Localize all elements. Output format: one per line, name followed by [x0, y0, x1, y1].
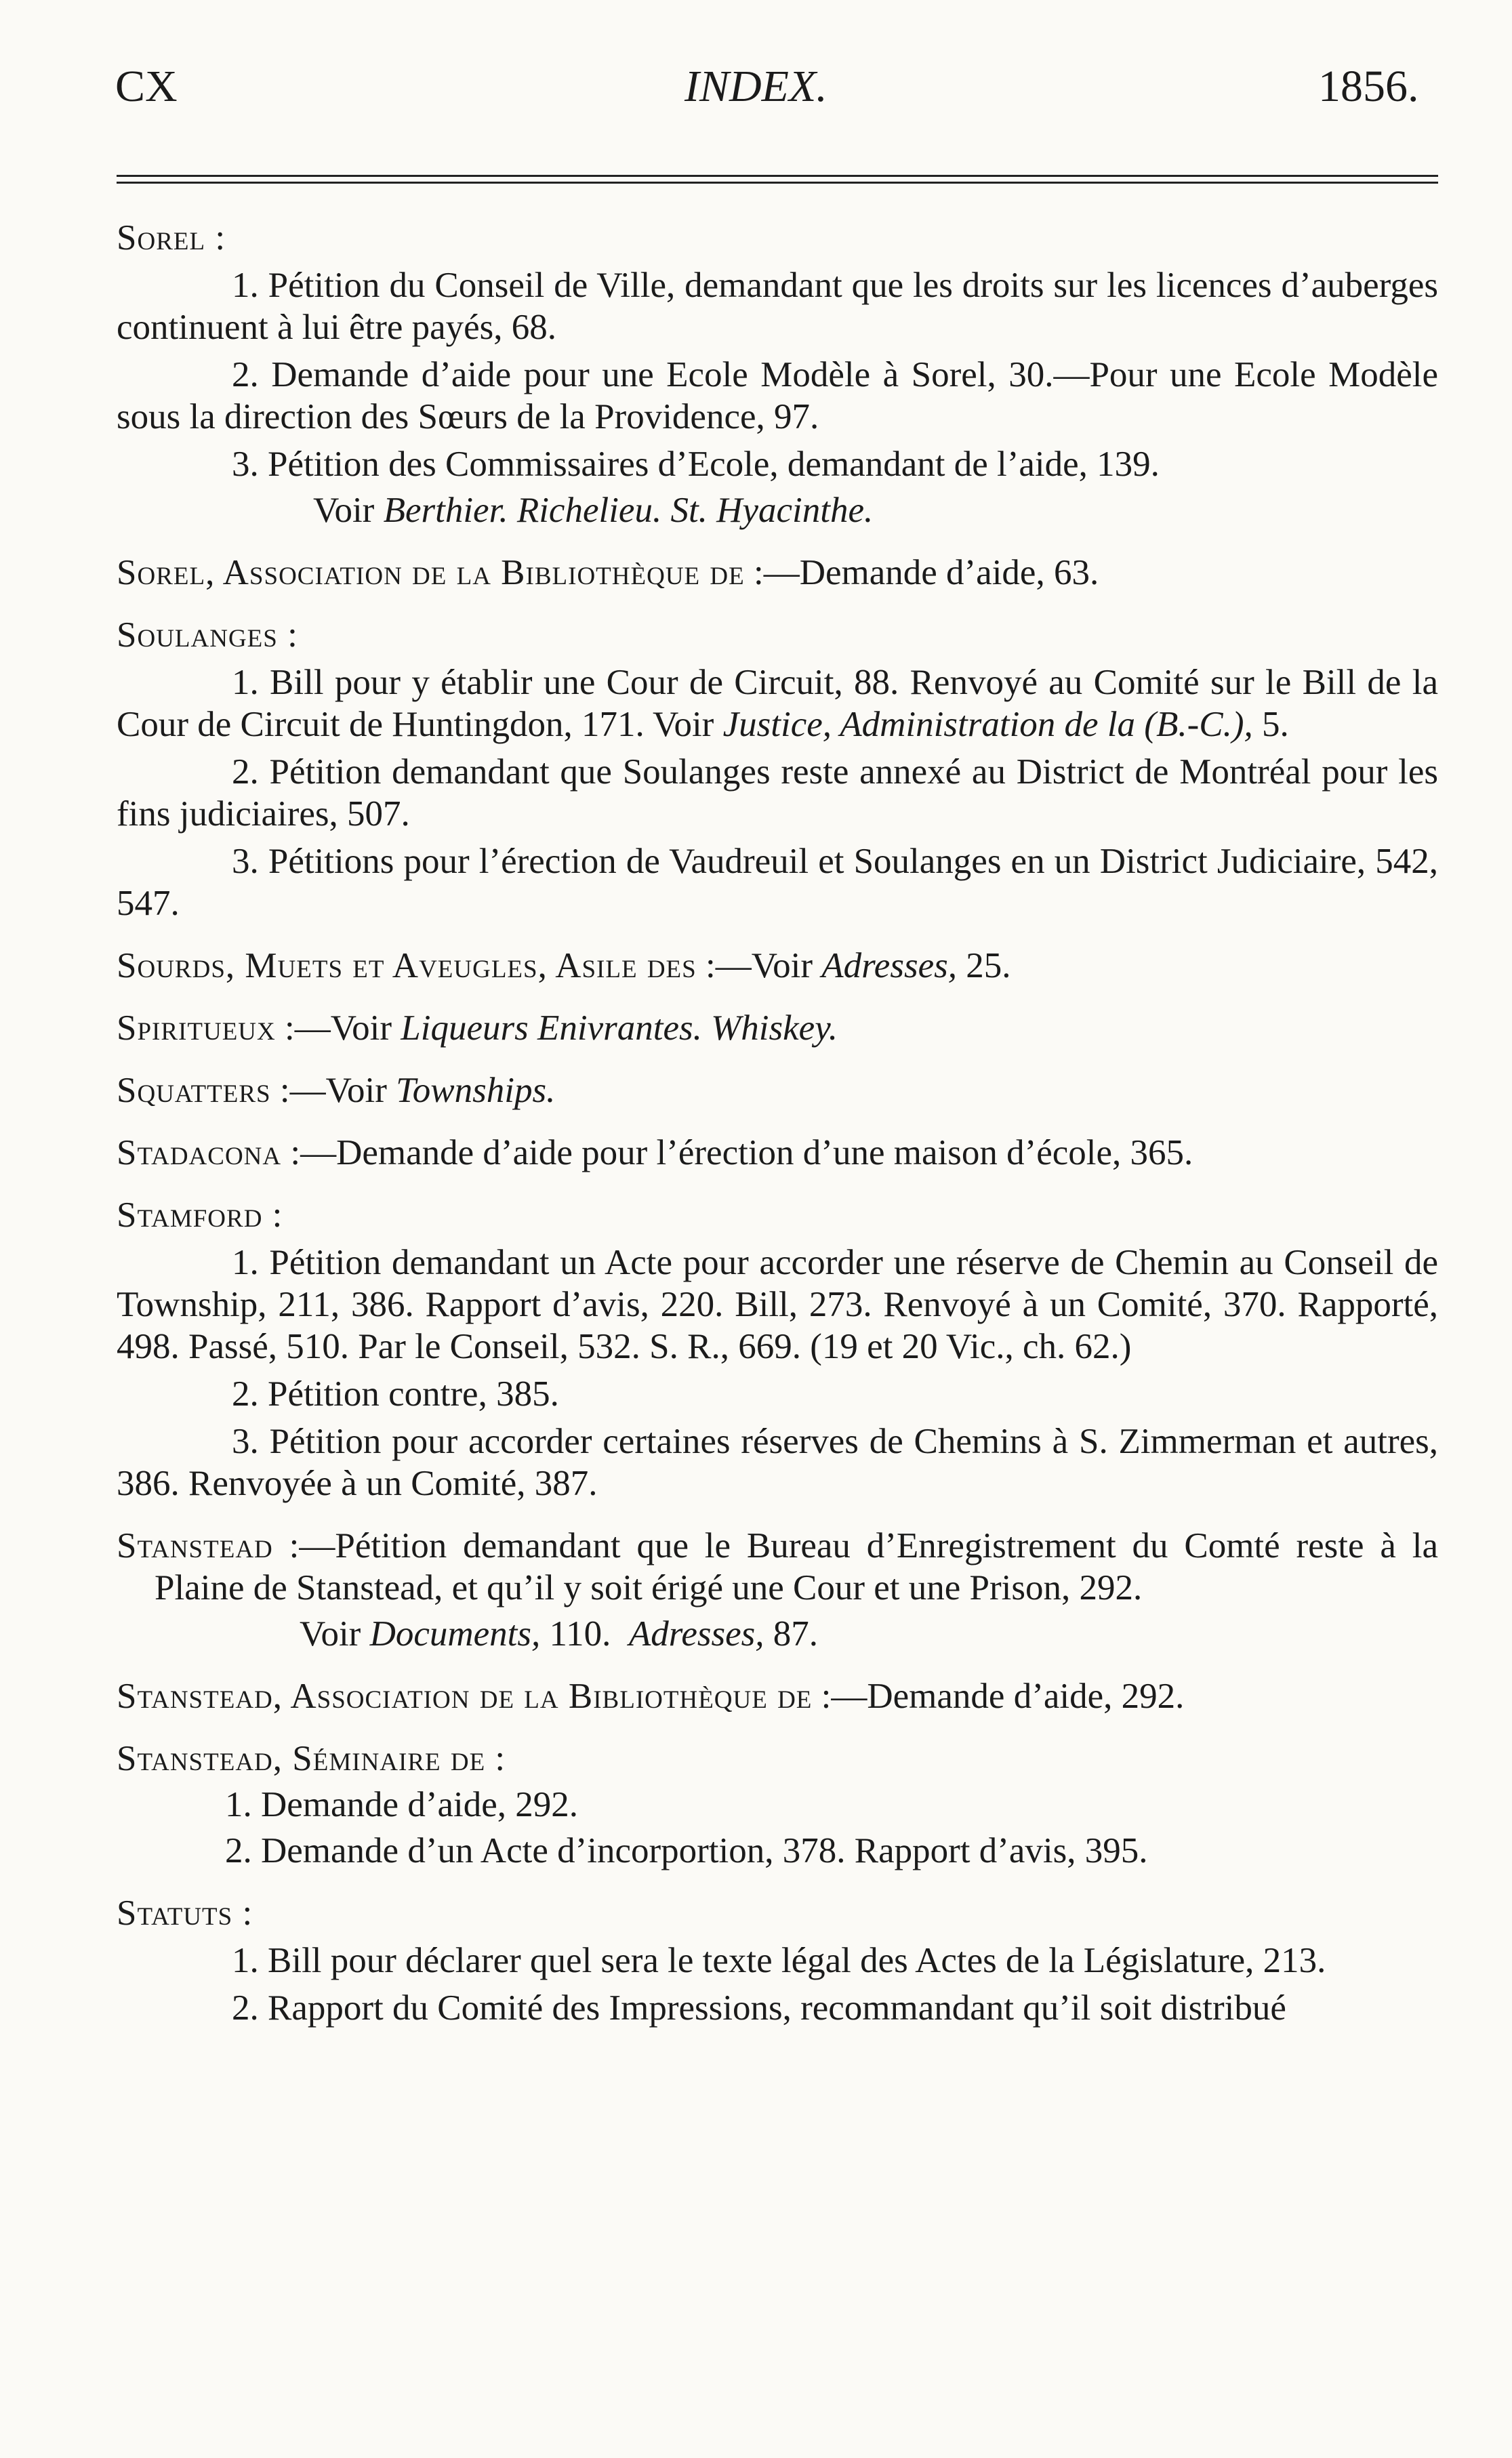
- see-number: 110.: [549, 1614, 611, 1654]
- entry-heading: Sorel :: [117, 218, 226, 258]
- entry-stamford: [117, 1194, 1438, 1504]
- page-title: INDEX.: [685, 62, 827, 111]
- entry-text: :—Voir: [705, 946, 813, 985]
- entry-heading: Stadacona: [117, 1133, 282, 1172]
- entry-heading: Stanstead: [117, 1526, 273, 1565]
- entry-italic: Townships.: [396, 1071, 556, 1110]
- entry-heading: Squatters: [117, 1071, 271, 1110]
- item-italic: Justice, Administration de la (B.-C.),: [722, 705, 1253, 744]
- entry-heading: Sorel, Association de la Bibliothèque de: [117, 553, 745, 592]
- see-link: Adresses,: [628, 1614, 764, 1654]
- entry-text-end: 25.: [966, 946, 1011, 985]
- entry-heading: Statuts :: [117, 1893, 253, 1933]
- entry-item: 3. Pétition pour accorder certaines réserves de Chemins à S. Zimmerman et autres, 386. Renvoyée à un Comité, 387.: [117, 1422, 1438, 1503]
- entry-spiritueux: [117, 1007, 1438, 1049]
- item-text-end: 5.: [1261, 705, 1289, 744]
- page-number: CX: [115, 62, 178, 111]
- entry-text: :—Pétition demandant que le Bureau d’Enregistrement du Comté reste à la Plaine de Stanstead, et qu’il y soit érigé une Cour et une Prison, 292.: [155, 1526, 1438, 1607]
- entry-soulanges: [117, 614, 1438, 924]
- see-links: Berthier. Richelieu. St. Hyacinthe.: [383, 491, 874, 530]
- item-text: 1. Bill pour y établir une Cour de Circuit, 88. Renvoyé au Comité sur le Bill de la Cour de Circuit de Huntingdon, 171. Voir: [117, 663, 1438, 744]
- header-rule-bottom: [117, 182, 1438, 184]
- entry-item: 2. Pétition demandant que Soulanges reste annexé au District de Montréal pour les fins judiciaires, 507.: [117, 752, 1438, 834]
- header-rule-top: [117, 175, 1438, 177]
- see-link: Documents,: [369, 1614, 541, 1654]
- entry-heading: Soulanges :: [117, 615, 298, 655]
- entry-item: [117, 661, 1438, 745]
- entry-text: :—Demande d’aide, 292.: [821, 1677, 1185, 1716]
- entry-sourds: [117, 945, 1438, 987]
- see-also: [117, 489, 1438, 531]
- entry-text: :—Voir: [279, 1071, 387, 1110]
- entry-item: 1. Bill pour déclarer quel sera le texte légal des Actes de la Législature, 213.: [232, 1941, 1326, 1980]
- entry-item: 1. Pétition du Conseil de Ville, demandant que les droits sur les licences d’auberges continuent à lui être payés, 68.: [117, 266, 1438, 347]
- entry-main: [117, 1525, 1438, 1609]
- entry-heading: Stamford :: [117, 1195, 283, 1235]
- entry-text: :—Demande d’aide pour l’érection d’une maison d’école, 365.: [290, 1133, 1193, 1172]
- index-body: [117, 217, 1438, 2029]
- entry-item: 1. Pétition demandant un Acte pour accorder une réserve de Chemin au Conseil de Township, 211, 386. Rapport d’avis, 220. Bill, 273. Renvoyé à un Comité, 370. Rapporté, 498. Passé, 510. Par le Conseil, 532. S. R., 669. (19 et 20 Vic., ch. 62.): [117, 1243, 1438, 1366]
- entry-text: :—Voir: [285, 1008, 392, 1048]
- entry-text: :—Demande d’aide, 63.: [753, 553, 1099, 592]
- entry-stanstead-association: [117, 1675, 1438, 1717]
- entry-heading: Stanstead, Séminaire de :: [117, 1739, 506, 1778]
- entry-heading: Stanstead, Association de la Bibliothèque de: [117, 1677, 813, 1716]
- entry-italic: Liqueurs Enivrantes. Whiskey.: [401, 1008, 838, 1048]
- entry-sorel: [117, 217, 1438, 531]
- entry-heading: Spiritueux: [117, 1008, 276, 1048]
- entry-stanstead-seminaire: [117, 1738, 1438, 1872]
- entry-item: 2. Rapport du Comité des Impressions, recommandant qu’il soit distribué: [232, 1988, 1286, 2028]
- entry-sorel-association: [117, 552, 1438, 594]
- entry-stanstead: [117, 1525, 1438, 1655]
- entry-item: 3. Pétitions pour l’érection de Vaudreuil et Soulanges en un District Judiciaire, 542, 547.: [117, 842, 1438, 923]
- entry-heading: Sourds, Muets et Aveugles, Asile des: [117, 946, 697, 985]
- entry-item: 2. Demande d’aide pour une Ecole Modèle à Sorel, 30.—Pour une Ecole Modèle sous la direction des Sœurs de la Providence, 97.: [117, 355, 1438, 436]
- entry-item: 3. Pétition des Commissaires d’Ecole, demandant de l’aide, 139.: [232, 445, 1160, 484]
- see-label: Voir: [313, 491, 375, 530]
- entry-item: 2. Demande d’un Acte d’incorportion, 378. Rapport d’avis, 395.: [225, 1831, 1148, 1870]
- entry-statuts: [117, 1892, 1438, 2029]
- see-also: [117, 1613, 1438, 1655]
- entry-item: 1. Demande d’aide, 292.: [225, 1785, 578, 1824]
- entry-stadacona: [117, 1132, 1438, 1174]
- entry-item: 2. Pétition contre, 385.: [232, 1374, 559, 1414]
- see-number: 87.: [773, 1614, 819, 1654]
- entry-squatters: [117, 1069, 1438, 1111]
- entry-italic: Adresses,: [821, 946, 957, 985]
- see-label: Voir: [300, 1614, 361, 1654]
- year: 1856.: [1318, 62, 1419, 111]
